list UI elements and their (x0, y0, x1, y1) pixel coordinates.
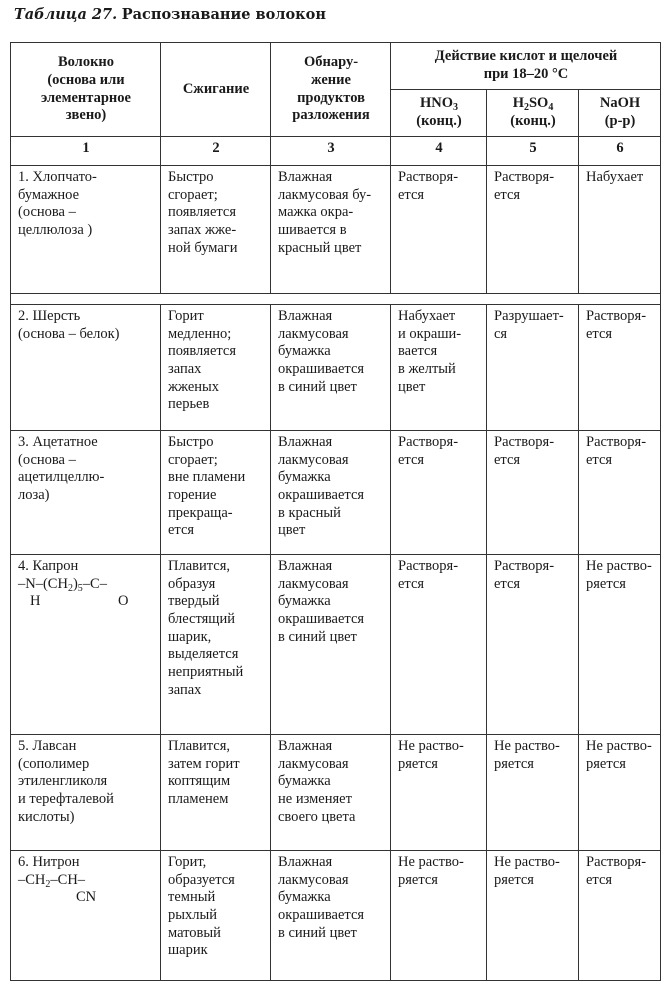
column-number: 4 (391, 137, 487, 166)
naoh-cell: Набухает (579, 166, 661, 294)
table-row (11, 555, 661, 735)
fiber-cell: 4. Капрон $-N-(CH_2)_5-C-$ H O (11, 555, 161, 735)
table-row (11, 431, 661, 555)
decomposition-cell: Влажная лакмусовая бумажка окрашивается в красный цвет (271, 431, 391, 555)
decomposition-cell: Влажная лакмусовая бумажка окрашивается в синий цвет (271, 851, 391, 981)
decomposition-cell: Влажная лакмусовая бумажка окрашивается в синий цвет (271, 305, 391, 431)
h2so4-cell: Растворя- ется (487, 555, 579, 735)
structural-formula: $-CH_2-CH-$ (18, 871, 86, 890)
table-number: Таблица 27. (14, 6, 118, 23)
hno3-cell: Растворя- ется (391, 166, 487, 294)
table-caption (14, 6, 326, 23)
header-h2so4: $H_2SO_4$ (конц.) (487, 90, 579, 137)
naoh-cell: Не раство- ряется (579, 735, 661, 851)
fiber-cell: 2. Шерсть (основа – белок) (11, 305, 161, 431)
naoh-cell: Не раство- ряется (579, 555, 661, 735)
burning-cell: Горит медленно; появляется запах жженых перьев (161, 305, 271, 431)
h2so4-cell: Не раство- ряется (487, 735, 579, 851)
fiber-cell: 3. Ацетатное (основа – ацетилцеллю- лоза) (11, 431, 161, 555)
column-number: 1 (11, 137, 161, 166)
hno3-cell: Набухает и окраши- вается в желтый цвет (391, 305, 487, 431)
fiber-cell: 1. Хлопчато- бумажное (основа – целлюлоза ) (11, 166, 161, 294)
column-number: 2 (161, 137, 271, 166)
naoh-cell: Растворя- ется (579, 431, 661, 555)
table-row (11, 305, 661, 431)
header-fiber: Волокно (основа или элементарное звено) (11, 43, 161, 137)
table-row (11, 851, 661, 981)
header-decomposition: Обнару- жение продуктов разложения (271, 43, 391, 137)
burning-cell: Быстро сгорает; появляется запах жже- ной бумаги (161, 166, 271, 294)
burning-cell: Плавится, образуя твердый блестящий шарик, выделяется неприятный запах (161, 555, 271, 735)
column-number-row (11, 137, 661, 166)
hno3-cell: Растворя- ется (391, 431, 487, 555)
naoh-cell: Растворя- ется (579, 305, 661, 431)
header-burning: Сжигание (161, 43, 271, 137)
header-hno3: $HNO_3$ (конц.) (391, 90, 487, 137)
h2so4-cell: Не раство- ряется (487, 851, 579, 981)
header-acids-group: Действие кислот и щелочей при 18–20 °C (391, 43, 661, 90)
structural-formula: $-N-(CH_2)_5-C-$ (18, 575, 107, 594)
h2so4-cell: Разрушает- ся (487, 305, 579, 431)
h2so4-cell: Растворя- ется (487, 431, 579, 555)
table-body (11, 166, 661, 981)
h2so4-cell: Растворя- ется (487, 166, 579, 294)
header-naoh: NaOH (р-р) (579, 90, 661, 137)
table-row (11, 735, 661, 851)
column-number: 5 (487, 137, 579, 166)
naoh-cell: Растворя- ется (579, 851, 661, 981)
table-title: Распознавание волокон (121, 6, 326, 23)
table-row (11, 166, 661, 294)
decomposition-cell: Влажная лакмусовая бу- мажка окра- шивается в красный цвет (271, 166, 391, 294)
burning-cell: Быстро сгорает; вне пламени горение прекраща- ется (161, 431, 271, 555)
header-row-1 (11, 43, 661, 90)
fiber-recognition-table (10, 42, 661, 981)
fiber-cell: 5. Лавсан (сополимер этиленгликоля и терефталевой кислоты) (11, 735, 161, 851)
row-separator (11, 294, 661, 305)
hno3-cell: Не раство- ряется (391, 735, 487, 851)
column-number: 3 (271, 137, 391, 166)
burning-cell: Плавится, затем горит коптящим пламенем (161, 735, 271, 851)
decomposition-cell: Влажная лакмусовая бумажка окрашивается в синий цвет (271, 555, 391, 735)
hno3-cell: Не раство- ряется (391, 851, 487, 981)
column-number: 6 (579, 137, 661, 166)
burning-cell: Горит, образуется темный рыхлый матовый шарик (161, 851, 271, 981)
hno3-cell: Растворя- ется (391, 555, 487, 735)
fiber-cell: 6. Нитрон $-CH_2-CH-$ CN (11, 851, 161, 981)
decomposition-cell: Влажная лакмусовая бумажка не изменяет своего цвета (271, 735, 391, 851)
